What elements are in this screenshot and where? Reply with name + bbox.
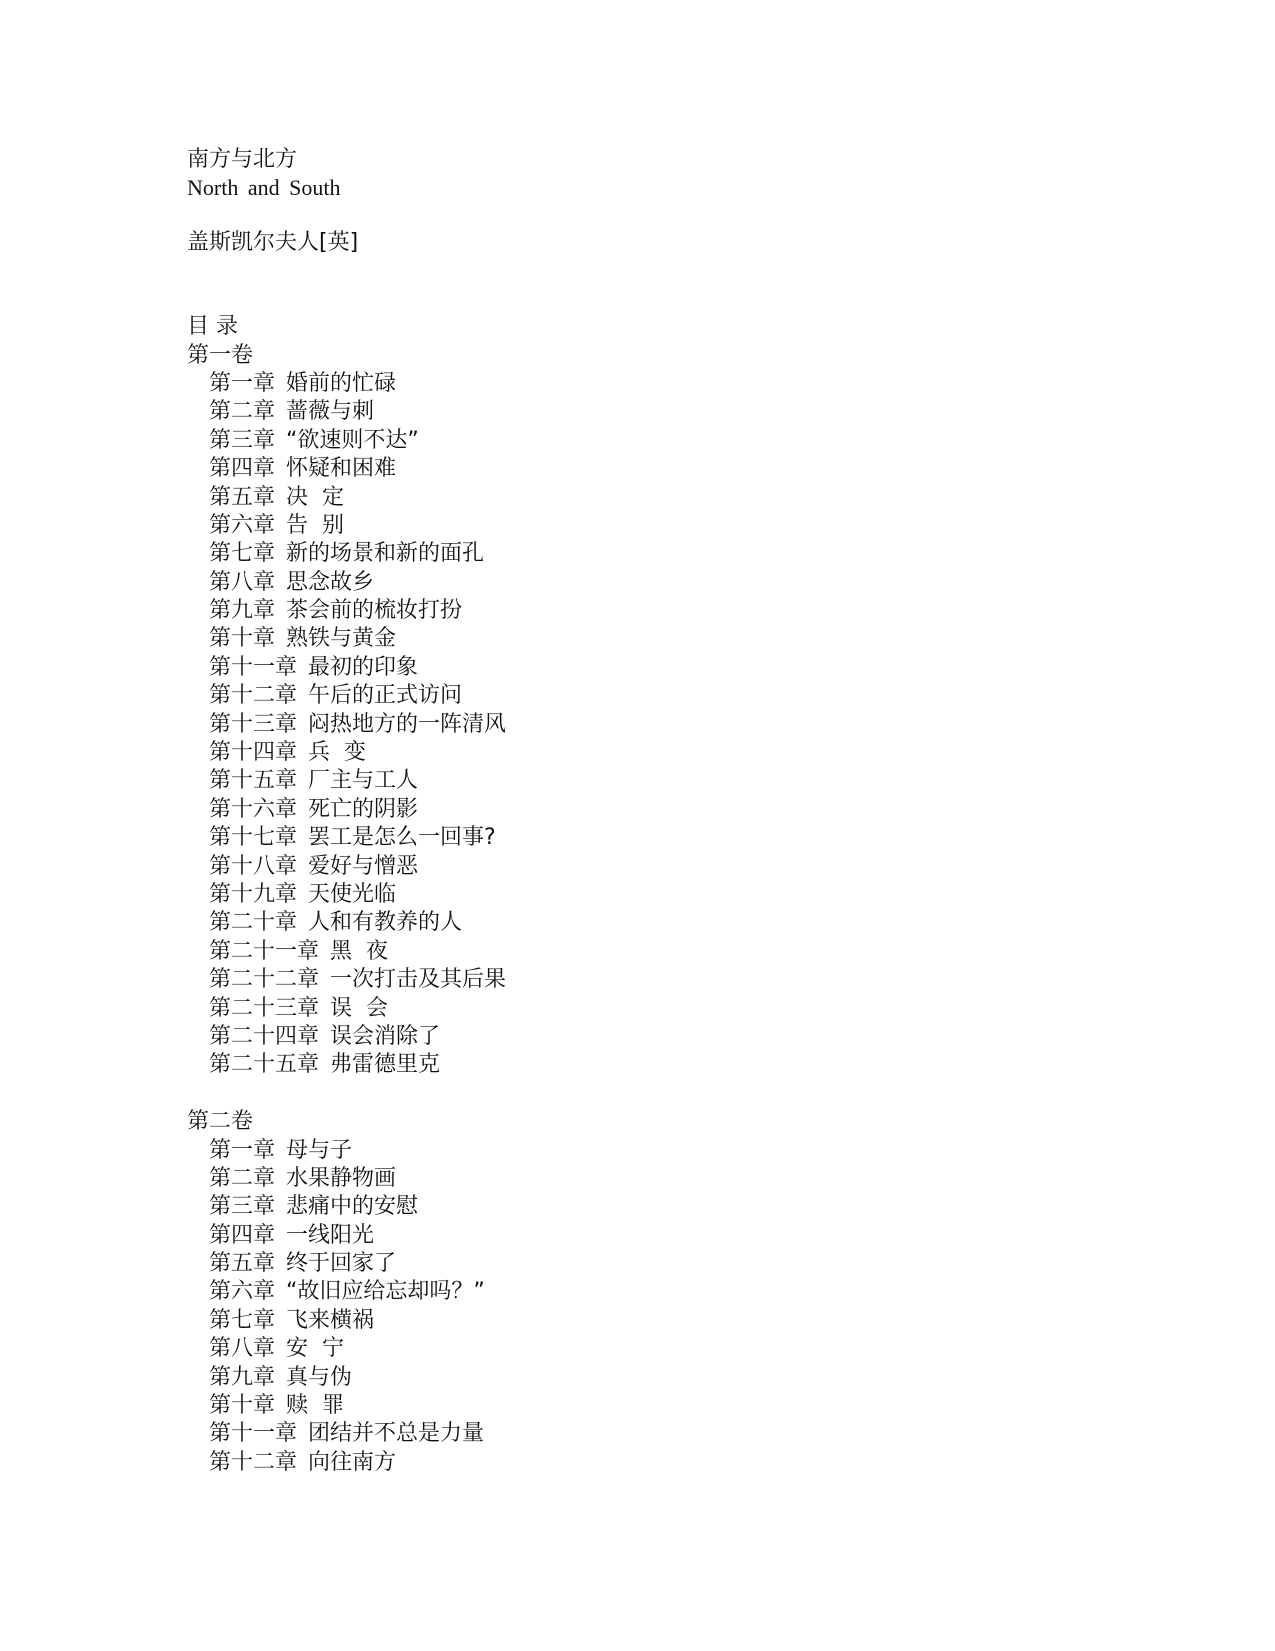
book-title-chinese: 南方与北方 xyxy=(187,147,298,172)
chapter-entry xyxy=(209,1392,1187,1420)
chapter-entry xyxy=(209,1193,1187,1221)
chapter-title: 真与伪 xyxy=(286,1364,353,1390)
chapter-title: 新的场景和新的面孔 xyxy=(286,541,485,567)
chapter-title: 婚前的忙碌 xyxy=(286,370,397,396)
chapter-number: 第二十五章 xyxy=(209,1052,320,1078)
chapter-entry xyxy=(209,966,1187,994)
chapter-title: 兵 变 xyxy=(308,740,367,766)
chapter-number: 第九章 xyxy=(209,598,276,624)
chapter-entry xyxy=(209,909,1187,937)
chapter-entry xyxy=(209,796,1187,824)
chapter-number: 第十六章 xyxy=(209,796,298,822)
chapter-title: 茶会前的梳妆打扮 xyxy=(286,598,463,624)
chapter-entry xyxy=(209,711,1187,739)
chapter-number: 第五章 xyxy=(209,484,276,510)
chapter-number: 第六章 xyxy=(209,1279,276,1305)
chapter-number: 第三章 xyxy=(209,427,276,453)
chapter-number: 第十二章 xyxy=(209,1449,298,1475)
chapter-title: 团结并不总是力量 xyxy=(308,1421,485,1447)
chapter-title: 蔷薇与刺 xyxy=(286,399,375,425)
chapter-number: 第十七章 xyxy=(209,825,298,851)
chapter-title: 爱好与憎恶 xyxy=(308,853,419,879)
chapter-title: 飞来横祸 xyxy=(286,1307,375,1333)
chapter-title: 熟铁与黄金 xyxy=(286,626,397,652)
chapter-title: 悲痛中的安慰 xyxy=(286,1194,419,1220)
chapter-title: 死亡的阴影 xyxy=(308,796,419,822)
chapter-number: 第三章 xyxy=(209,1194,276,1220)
chapter-title: 怀疑和困难 xyxy=(286,456,397,482)
chapter-entry xyxy=(209,1449,1187,1477)
chapter-number: 第十五章 xyxy=(209,768,298,794)
chapter-title: 弗雷德里克 xyxy=(330,1052,441,1078)
chapter-entry xyxy=(209,1278,1187,1306)
chapter-number: 第二十一章 xyxy=(209,938,320,964)
chapter-title: 午后的正式访问 xyxy=(308,683,463,709)
chapter-entry xyxy=(209,881,1187,909)
chapter-number: 第一章 xyxy=(209,370,276,396)
chapter-entry xyxy=(209,938,1187,966)
chapter-number: 第五章 xyxy=(209,1251,276,1277)
chapter-entry xyxy=(209,398,1187,426)
chapter-title: 告 别 xyxy=(286,512,345,538)
chapter-entry xyxy=(209,1165,1187,1193)
chapter-entry xyxy=(209,682,1187,710)
chapter-number: 第二十章 xyxy=(209,910,298,936)
chapter-title: 决 定 xyxy=(286,484,345,510)
chapter-entry xyxy=(209,767,1187,795)
chapter-list xyxy=(187,1137,1187,1478)
chapter-title: 误 会 xyxy=(330,995,389,1021)
chapter-entry xyxy=(209,484,1187,512)
book-title-english: North and South xyxy=(187,175,341,201)
table-of-contents xyxy=(187,342,1187,1478)
volume-section xyxy=(187,1108,1187,1477)
volume-title: 第一卷 xyxy=(187,342,254,368)
chapter-number: 第十章 xyxy=(209,1393,276,1419)
chapter-number: 第十九章 xyxy=(209,881,298,907)
chapter-entry xyxy=(209,1051,1187,1079)
chapter-title: 天使光临 xyxy=(308,881,397,907)
chapter-entry xyxy=(209,1222,1187,1250)
chapter-entry xyxy=(209,654,1187,682)
chapter-number: 第四章 xyxy=(209,456,276,482)
chapter-number: 第一章 xyxy=(209,1137,276,1163)
chapter-entry xyxy=(209,455,1187,483)
chapter-number: 第四章 xyxy=(209,1222,276,1248)
chapter-number: 第九章 xyxy=(209,1364,276,1390)
chapter-entry xyxy=(209,739,1187,767)
document-page xyxy=(187,146,1187,1477)
chapter-entry xyxy=(209,1420,1187,1448)
chapter-title: 赎 罪 xyxy=(286,1393,345,1419)
chapter-title: “欲速则不达” xyxy=(286,427,419,453)
volume-title: 第二卷 xyxy=(187,1109,254,1135)
chapter-entry xyxy=(209,824,1187,852)
volume-section xyxy=(187,342,1187,1080)
chapter-entry xyxy=(209,1307,1187,1335)
chapter-title: 思念故乡 xyxy=(286,569,375,595)
chapter-number: 第十三章 xyxy=(209,711,298,737)
chapter-number: 第十八章 xyxy=(209,853,298,879)
chapter-number: 第八章 xyxy=(209,1336,276,1362)
chapter-title: 终于回家了 xyxy=(286,1251,397,1277)
chapter-number: 第十章 xyxy=(209,626,276,652)
chapter-number: 第八章 xyxy=(209,569,276,595)
chapter-number: 第七章 xyxy=(209,541,276,567)
chapter-number: 第二十三章 xyxy=(209,995,320,1021)
chapter-title: 安 宁 xyxy=(286,1336,345,1362)
chapter-title: 最初的印象 xyxy=(308,654,419,680)
book-author: 盖斯凯尔夫人[英] xyxy=(187,229,359,255)
chapter-number: 第十四章 xyxy=(209,740,298,766)
chapter-title: 黑 夜 xyxy=(330,938,389,964)
chapter-entry xyxy=(209,1250,1187,1278)
chapter-entry xyxy=(209,370,1187,398)
chapter-title: “故旧应给忘却吗？” xyxy=(286,1279,485,1305)
chapter-title: 母与子 xyxy=(286,1137,353,1163)
table-of-contents-heading: 目 录 xyxy=(187,314,238,340)
chapter-title: 一次打击及其后果 xyxy=(330,967,507,993)
chapter-number: 第二十四章 xyxy=(209,1023,320,1049)
chapter-entry xyxy=(209,427,1187,455)
chapter-number: 第二章 xyxy=(209,1165,276,1191)
chapter-number: 第六章 xyxy=(209,512,276,538)
chapter-list xyxy=(187,370,1187,1080)
chapter-title: 水果静物画 xyxy=(286,1165,397,1191)
chapter-entry xyxy=(209,1137,1187,1165)
chapter-title: 一线阳光 xyxy=(286,1222,375,1248)
chapter-entry xyxy=(209,569,1187,597)
chapter-title: 向往南方 xyxy=(308,1449,397,1475)
chapter-entry xyxy=(209,597,1187,625)
chapter-entry xyxy=(209,995,1187,1023)
chapter-entry xyxy=(209,540,1187,568)
chapter-entry xyxy=(209,1335,1187,1363)
chapter-number: 第二十二章 xyxy=(209,967,320,993)
chapter-entry xyxy=(209,1023,1187,1051)
chapter-title: 闷热地方的一阵清风 xyxy=(308,711,507,737)
chapter-number: 第七章 xyxy=(209,1307,276,1333)
chapter-number: 第十二章 xyxy=(209,683,298,709)
chapter-title: 误会消除了 xyxy=(330,1023,441,1049)
chapter-number: 第二章 xyxy=(209,399,276,425)
chapter-entry xyxy=(209,625,1187,653)
chapter-entry xyxy=(209,853,1187,881)
chapter-title: 人和有教养的人 xyxy=(308,910,463,936)
chapter-number: 第十一章 xyxy=(209,654,298,680)
chapter-title: 罢工是怎么一回事? xyxy=(308,825,496,851)
chapter-entry xyxy=(209,1364,1187,1392)
chapter-entry xyxy=(209,512,1187,540)
chapter-number: 第十一章 xyxy=(209,1421,298,1447)
chapter-title: 厂主与工人 xyxy=(308,768,419,794)
